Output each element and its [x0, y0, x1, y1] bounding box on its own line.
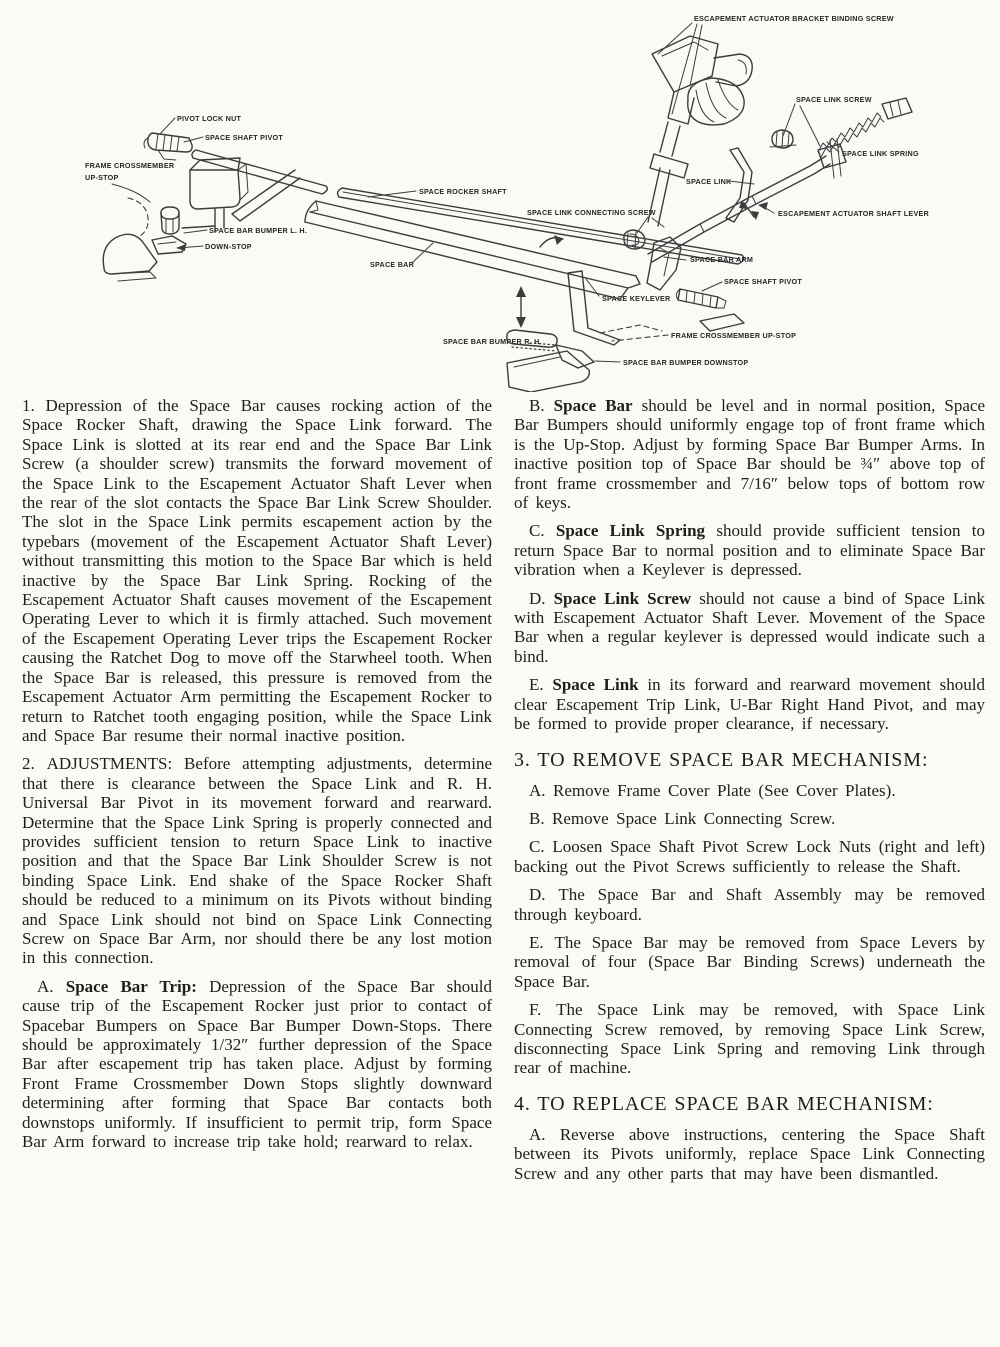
- paragraph: B. Remove Space Link Connecting Screw.: [529, 808, 836, 828]
- paragraph: E. Space Link in its forward and rearward movement should clear Escapement Trip Link, U-Bar Right Hand Pivot, and may be formed to provide proper clearance, if necessary.: [514, 675, 985, 734]
- diagram-label: SPACE BAR BUMPER R. H.: [443, 337, 542, 346]
- paragraph: C. Space Link Spring should provide sufficient tension to return Space Bar to normal position and to eliminate Space Bar vibration when a Keylever is depressed.: [514, 521, 985, 580]
- paragraph: A. Reverse above instructions, centering the Space Shaft between its Pivots uniformly, replace Space Link Connecting Screw and any other parts that may have been dismantled.: [514, 1124, 985, 1183]
- left-column: [22, 396, 492, 1151]
- paragraph: F. The Space Link may be removed, with Space Link Connecting Screw removed, by removing Space Link Screw, disconnecting Space Link Spring and removing Link through rear of machine.: [514, 1000, 985, 1078]
- diagram-label: SPACE LINK: [686, 177, 732, 186]
- paragraph: E. The Space Bar may be removed from Space Levers by removal of four (Space Bar Binding Screws) underneath the Space Bar.: [514, 932, 985, 991]
- diagram-label: SPACE ROCKER SHAFT: [419, 187, 507, 196]
- section-heading: 3. TO REMOVE SPACE BAR MECHANISM:: [514, 748, 929, 771]
- diagram-label: SPACE KEYLEVER: [602, 294, 671, 303]
- paragraph: 1. Depression of the Space Bar causes rocking action of the Space Rocker Shaft, drawing the Space Link forward. The Space Link is slotted at its rear end and the Space Bar Link Screw (a shoulder screw) transmits the forward movement of the Space Link to the Escapement Actuator Shaft Lever when the rear of the slot contacts the Space Bar Link Screw Shoulder. The slot in the Space Link permits escapement action by the typebars (movement of the Escapement Actuator Shaft Lever) without transmitting this motion to the Space Bar which is held inactive by the Space Bar Link Spring. Rocking of the Escapement Actuator Shaft causes movement of the Escapement Operating Lever to which it is firmly attached. Such movement of the Escapement Operating Lever trips the Escapement Rocker causing the Ratchet Dog to move off the Starwheel tooth. When the Space Bar is released, this pressure is removed from the Escapement Actuator Arm permitting the Escapement Rocker to return to Ratchet tooth engaging position, while the Space Link and Space Bar resume their normal inactive position.: [22, 396, 492, 745]
- bold-lead: Space Link Spring: [555, 521, 706, 541]
- diagram-label: FRAME CROSSMEMBER: [85, 161, 175, 170]
- paragraph: C. Loosen Space Shaft Pivot Screw Lock Nuts (right and left) backing out the Pivot Screws sufficiently to release the Shaft.: [514, 837, 985, 876]
- paragraph: A. Space Bar Trip: Depression of the Space Bar should cause trip of the Escapement Rocker just prior to contact of Spacebar Bumpers on Space Bar Bumper Down-Stops. There should be approximately 1/32″ further depression of the Space Bar after escapement trip has taken place. Adjust by forming Front Frame Crossmember Down Stops slightly downward determining after forming that Space Bar contacts both downstops uniformly. If insufficient to permit trip, form Space Bar Arm forward to increase trip take hold; rearward to relax.: [22, 976, 492, 1152]
- diagram-label: SPACE BAR BUMPER L. H.: [209, 226, 308, 235]
- diagram-label: SPACE BAR: [370, 260, 415, 269]
- diagram-label: SPACE LINK CONNECTING SCREW: [527, 208, 656, 217]
- diagram-label: SPACE LINK SCREW: [796, 95, 872, 104]
- bold-lead: Space Link Screw: [553, 588, 692, 608]
- right-column: [514, 396, 985, 1183]
- diagram-label: SPACE LINK SPRING: [842, 149, 919, 158]
- diagram-label: ESCAPEMENT ACTUATOR SHAFT LEVER: [778, 209, 929, 218]
- diagram-label: SPACE SHAFT PIVOT: [724, 277, 802, 286]
- bold-lead: Space Bar Trip:: [65, 976, 197, 996]
- paragraph: A. Remove Frame Cover Plate (See Cover Plates).: [529, 780, 896, 800]
- paragraph: D. Space Link Screw should not cause a bind of Space Link with Escapement Actuator Shaft Lever. Movement of the Space Bar when a regular keylever is depressed would indicate such a bind.: [514, 588, 985, 666]
- diagram-label: PIVOT LOCK NUT: [177, 114, 242, 123]
- paragraph: D. The Space Bar and Shaft Assembly may be removed through keyboard.: [514, 885, 985, 924]
- paragraph: B. Space Bar should be level and in normal position, Space Bar Bumpers should uniformly engage top of front frame which is the Up-Stop. Adjust by forming Space Bar Bumper Arms. In inactive position top of Space Bar should be ¾″ above top of front frame crossmember and 7/16″ below tops of bottom row of keys.: [514, 396, 985, 513]
- diagram-label: SPACE BAR BUMPER DOWNSTOP: [623, 358, 749, 367]
- diagram-label: SPACE SHAFT PIVOT: [205, 133, 283, 142]
- diagram-labels: [85, 14, 930, 367]
- diagram-label: FRAME CROSSMEMBER UP-STOP: [671, 331, 797, 340]
- diagram-label: DOWN-STOP: [205, 242, 252, 251]
- section-heading: 4. TO REPLACE SPACE BAR MECHANISM:: [514, 1092, 934, 1115]
- bold-lead: Space Bar: [553, 396, 633, 415]
- diagram-label: ESCAPEMENT ACTUATOR BRACKET BINDING SCREW: [694, 14, 894, 23]
- paragraph: 2. ADJUSTMENTS: Before attempting adjustments, determine that there is clearance between the Space Link and R. H. Universal Bar Pivot in its movement forward and rearward. Determine that the Space Link Spring is properly connected and provides sufficient tension to return Space Link to inactive position and that the Space Bar Link Shoulder Screw is not binding Space Link. End shake of the Space Rocker Shaft should be reduced to a minimum on its Pivots without binding and Space Link should not bind on Space Link Connecting Screw on Space Bar Arm, nor should there be any lost motion in this connection.: [22, 754, 492, 968]
- space-bar-mechanism-diagram: [0, 0, 1000, 392]
- diagram-label: UP-STOP: [85, 173, 119, 182]
- diagram-label: SPACE BAR ARM: [690, 255, 754, 264]
- bold-lead: Space Link: [552, 675, 639, 695]
